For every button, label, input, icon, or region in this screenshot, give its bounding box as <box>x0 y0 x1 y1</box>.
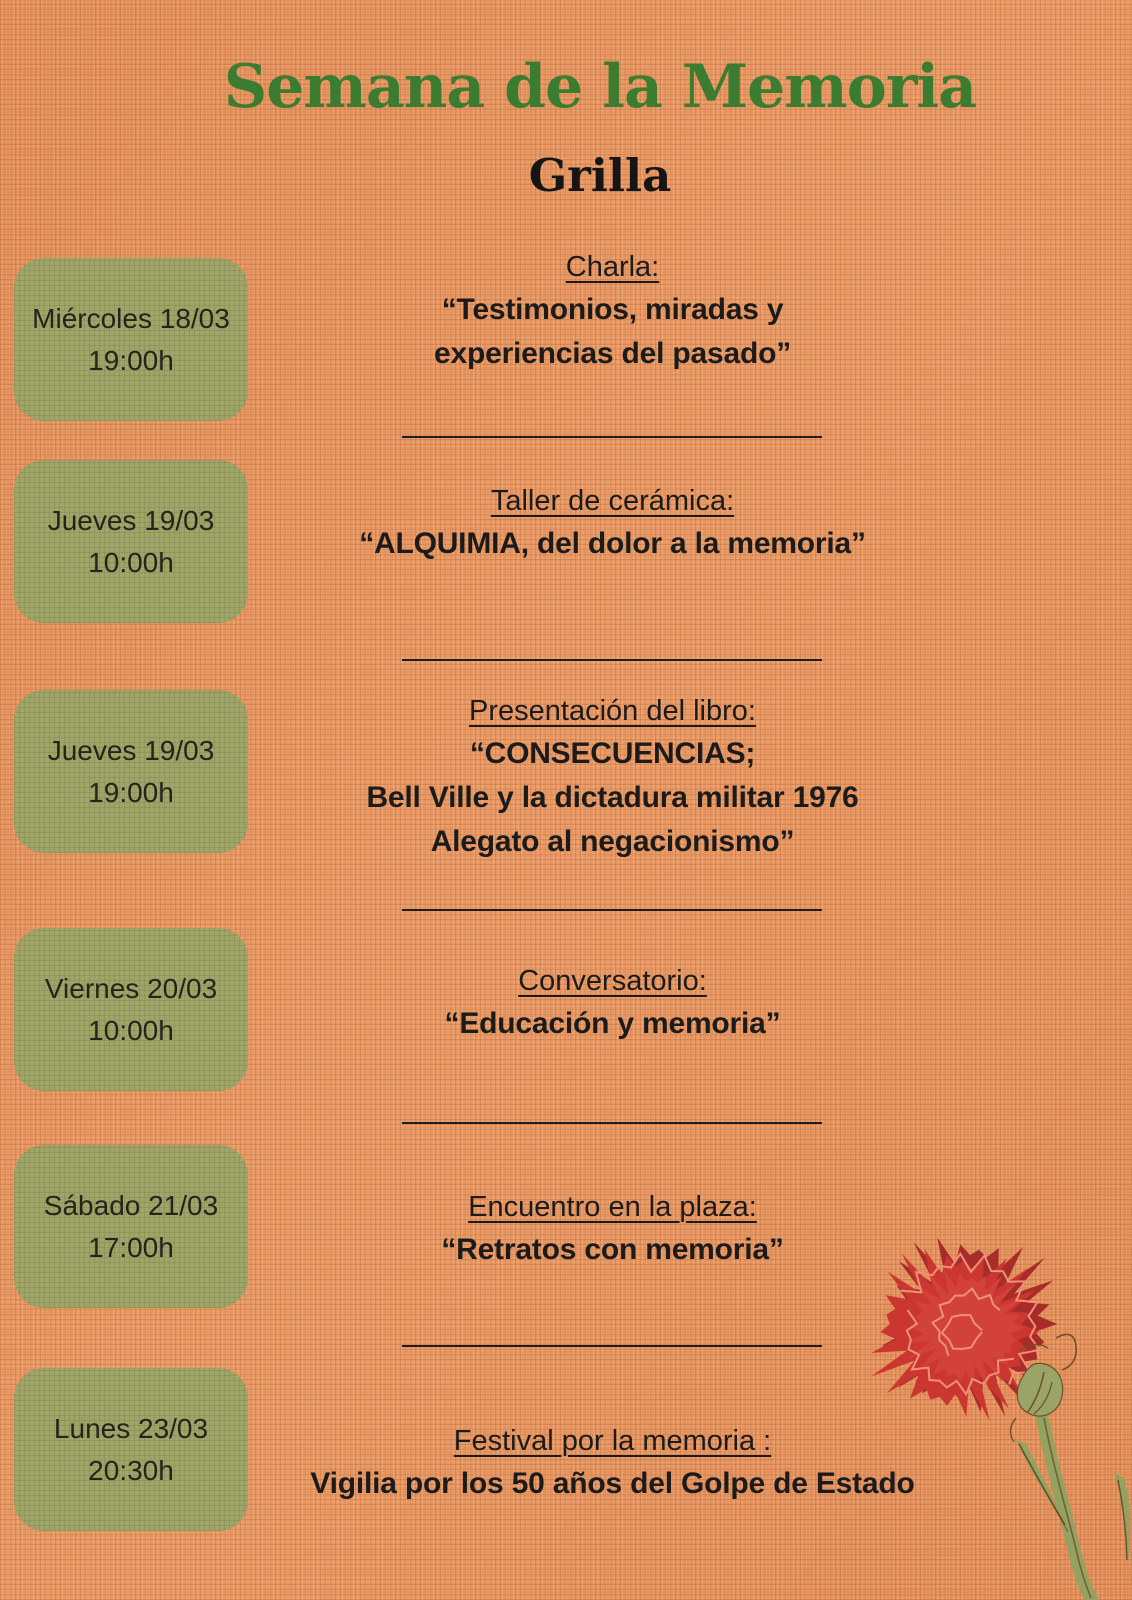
section-divider <box>402 436 822 438</box>
section-divider <box>402 1345 822 1347</box>
event-heading: Festival por la memoria : <box>453 1425 772 1457</box>
event-heading: Presentación del libro: <box>469 695 756 727</box>
date-box-3 <box>14 690 248 853</box>
event-title-line: “CONSECUENCIAS; <box>469 737 756 771</box>
event-title-line: Bell Ville y la dictadura militar 1976 <box>366 781 859 815</box>
event-date: Jueves 19/03 <box>47 504 215 536</box>
event-time: 19:00h <box>88 344 174 376</box>
date-box-5 <box>14 1145 248 1308</box>
section-divider <box>402 659 822 661</box>
event-block-4 <box>330 960 895 1046</box>
event-block-1 <box>330 246 895 376</box>
event-block-5 <box>330 1186 895 1272</box>
event-time: 19:00h <box>88 776 174 808</box>
calyx-curl <box>1056 1334 1076 1370</box>
event-block-3 <box>330 690 895 864</box>
event-heading: Charla: <box>565 251 660 283</box>
event-time: 10:00h <box>88 546 174 578</box>
event-title-line: “ALQUIMIA, del dolor a la memoria” <box>359 527 866 561</box>
section-divider <box>402 1122 822 1124</box>
event-date: Sábado 21/03 <box>43 1189 219 1221</box>
event-title-line: “Retratos con memoria” <box>441 1233 784 1267</box>
event-date: Jueves 19/03 <box>47 734 215 766</box>
event-title-line: “Testimonios, miradas y <box>441 293 784 327</box>
event-title-line: Vigilia por los 50 años del Golpe de Estado <box>310 1467 915 1501</box>
event-title-line: “Educación y memoria” <box>444 1007 781 1041</box>
event-date: Lunes 23/03 <box>53 1412 209 1444</box>
event-title-line: experiencias del pasado” <box>433 337 792 371</box>
event-date: Miércoles 18/03 <box>32 302 230 334</box>
date-box-6 <box>14 1368 248 1531</box>
event-date: Viernes 20/03 <box>44 972 218 1004</box>
event-time: 17:00h <box>88 1231 174 1263</box>
carnation-flower-illustration <box>820 1180 1132 1600</box>
event-block-2 <box>330 480 895 566</box>
event-heading: Encuentro en la plaza: <box>468 1191 757 1223</box>
date-box-4 <box>14 928 248 1091</box>
poster-title: Semana de la Memoria <box>223 52 977 122</box>
event-heading: Conversatorio: <box>518 965 707 997</box>
event-title-line: Alegato al negacionismo” <box>430 825 795 859</box>
event-time: 20:30h <box>88 1454 174 1486</box>
calyx-curl <box>1010 1418 1016 1442</box>
date-box-1 <box>14 258 248 421</box>
date-box-2 <box>14 460 248 623</box>
event-heading: Taller de cerámica: <box>490 485 735 517</box>
flower-leaf <box>1114 1472 1130 1564</box>
section-divider <box>402 909 822 911</box>
event-time: 10:00h <box>88 1014 174 1046</box>
poster-subtitle: Grilla <box>528 149 672 202</box>
